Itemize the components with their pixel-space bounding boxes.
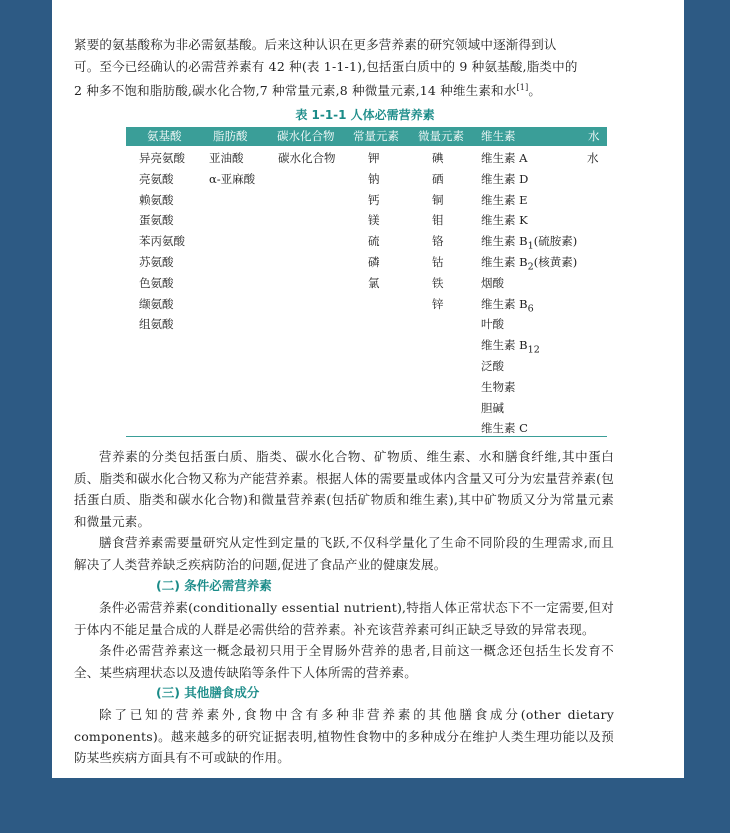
- paragraph-requirements: 膳食营养素需要量研究从定性到定量的飞跃,不仅科学量化了生命不同阶段的生理需求,而且解决了人类营养缺乏疾病防治的问题,促进了食品产业的健康发展。: [74, 535, 614, 572]
- header-carbohydrates: 碳水化合物: [277, 129, 335, 143]
- header-water: 水: [588, 129, 600, 143]
- cell-subscript: 1: [527, 240, 534, 252]
- table-cell: 维生素 C: [481, 421, 528, 436]
- table-cell: 铬: [432, 234, 444, 249]
- column-macro-elements: [368, 148, 380, 294]
- cell-text: 维生素 B: [481, 338, 528, 353]
- section-heading-other: (三) 其他膳食成分: [156, 685, 260, 700]
- table-cell: 碘: [432, 151, 444, 165]
- table-cell: 苯丙氨酸: [139, 234, 185, 249]
- table-cell: 胆碱: [481, 400, 504, 415]
- table-cell: 异亮氨酸: [139, 151, 185, 165]
- cell-text: 维生素 B: [481, 296, 528, 311]
- header-fatty-acids: 脂肪酸: [213, 129, 248, 143]
- intro-line-3-text: 2 种多不饱和脂肪酸,碳水化合物,7 种常量元素,8 种微量元素,14 种维生素和水: [74, 83, 517, 99]
- table-header-row: [126, 127, 607, 146]
- paragraph-other-components: 除了已知的营养素外,食物中含有多种非营养素的其他膳食成分(other dietary components)。越来越多的研究证据表明,植物性食物中的多种成分在维护人类生理功能以及预防某些疾病方面具有不可或缺的作用。: [74, 707, 614, 765]
- table-cell: [481, 294, 577, 315]
- cell-text: 维生素 B: [481, 234, 528, 249]
- column-carbohydrates: [278, 148, 336, 169]
- paragraph-classification: 营养素的分类包括蛋白质、脂类、碳水化合物、矿物质、维生素、水和膳食纤维,其中蛋白质、脂类和碳水化合物又称为产能营养素。根据人体的需要量或体内含量又可分为宏量营养素(包括蛋白质、脂类和碳水化合物)和微量营养素(包括矿物质和维生素),其中矿物质又分为常量元素和微量元素。: [74, 449, 614, 529]
- table-cell: 苏氨酸: [139, 254, 174, 269]
- table-cell: 泛酸: [481, 358, 504, 373]
- header-macro-elements: 常量元素: [353, 129, 399, 143]
- cell-subscript: 2: [527, 261, 534, 273]
- table-cell: 烟酸: [481, 275, 504, 290]
- table-cell: 维生素 E: [481, 192, 528, 207]
- column-water: [587, 148, 599, 169]
- table-cell: 钾: [368, 151, 380, 165]
- column-amino-acids: [139, 148, 185, 335]
- table-cell: [481, 252, 577, 273]
- header-trace-elements: 微量元素: [418, 129, 464, 143]
- table-cell: 氯: [368, 275, 380, 290]
- intro-line-3: [74, 77, 614, 102]
- table-cell: 铁: [432, 275, 444, 290]
- intro-line-2: 可。至今已经确认的必需营养素有 42 种(表 1-1-1),包括蛋白质中的 9 种氨基酸,脂类中的: [74, 58, 578, 74]
- table-title: 表 1-1-1 人体必需营养素: [295, 108, 435, 122]
- column-fatty-acids: [209, 148, 255, 190]
- paragraph-conditional-def: 条件必需营养素(conditionally essential nutrient),特指人体正常状态下不一定需要,但对于体内不能足量合成的人群是必需供给的营养素。补充该营养素可纠正缺乏导致的异常表现。: [74, 600, 614, 637]
- header-vitamins: 维生素: [481, 129, 516, 143]
- section-heading-conditional: (二) 条件必需营养素: [156, 578, 272, 593]
- header-amino-acids: 氨基酸: [147, 129, 182, 143]
- column-trace-elements: [432, 148, 444, 314]
- table-cell: 维生素 D: [481, 171, 529, 186]
- cell-note: (核黄素): [533, 254, 578, 269]
- table-cell: 铜: [432, 192, 444, 207]
- table-cell: 钼: [432, 213, 444, 228]
- table-cell: [481, 335, 577, 356]
- table-cell: 色氨酸: [139, 275, 174, 290]
- column-vitamins: [481, 148, 577, 439]
- table-cell: 亚油酸: [209, 151, 244, 165]
- table-cell: 生物素: [481, 379, 516, 394]
- table-cell: 硒: [432, 171, 444, 186]
- cell-subscript: 12: [527, 344, 540, 356]
- table-cell: 维生素 A: [481, 151, 528, 165]
- table-cell: 叶酸: [481, 317, 504, 332]
- table-cell: 缬氨酸: [139, 296, 174, 311]
- table-cell: 维生素 K: [481, 213, 528, 228]
- table-cell: 硫: [368, 234, 380, 249]
- intro-paragraph: [74, 34, 614, 102]
- table-cell: α-亚麻酸: [209, 171, 256, 186]
- table-cell: 镁: [368, 213, 380, 228]
- cell-subscript: 6: [527, 302, 534, 314]
- cell-note: (硫胺素): [533, 234, 578, 249]
- table-cell: [481, 231, 577, 252]
- table-cell: 钴: [432, 254, 444, 269]
- table-cell: 锌: [432, 296, 444, 311]
- table-cell: 磷: [368, 254, 380, 269]
- table-cell: 碳水化合物: [278, 151, 336, 165]
- cell-text: 维生素 B: [481, 254, 528, 269]
- intro-line-3-end: 。: [528, 83, 542, 99]
- table-cell: 蛋氨酸: [139, 213, 174, 228]
- table-cell: 组氨酸: [139, 317, 174, 332]
- citation-ref: [1]: [516, 83, 529, 92]
- intro-line-1: 紧要的氨基酸称为非必需氨基酸。后来这种认识在更多营养素的研究领域中逐渐得到认: [74, 37, 557, 52]
- table-cell: 亮氨酸: [139, 171, 174, 186]
- table-bottom-rule: [126, 436, 607, 437]
- table-cell: 钠: [368, 171, 380, 186]
- table-cell: 钙: [368, 192, 380, 207]
- table-cell: 赖氨酸: [139, 192, 174, 207]
- paragraph-conditional-use: 条件必需营养素这一概念最初只用于全胃肠外营养的患者,目前这一概念还包括生长发育不全、某些病理状态以及遗传缺陷等条件下人体所需的营养素。: [74, 643, 614, 680]
- table-cell: 水: [587, 151, 599, 165]
